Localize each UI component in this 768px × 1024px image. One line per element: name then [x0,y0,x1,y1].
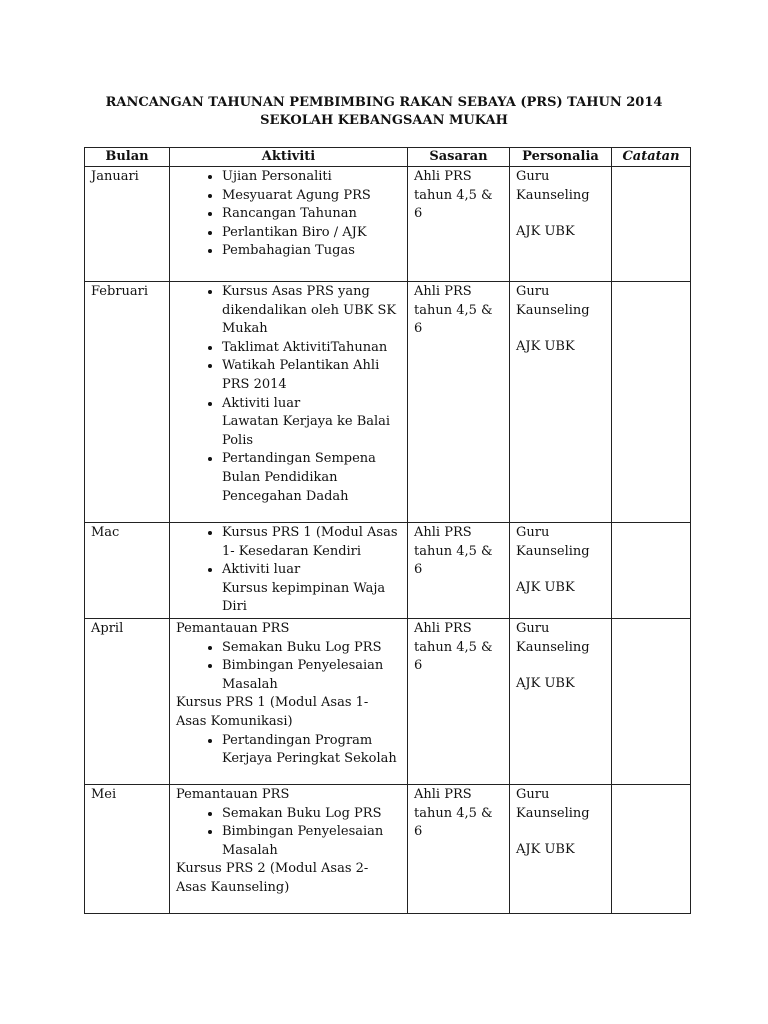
personalia-line: Guru [516,525,550,540]
aktiviti-list [176,732,401,769]
sasaran-line: tahun 4,5 & 6 [414,187,493,222]
spacer [516,320,605,338]
cell-personalia [510,282,612,523]
aktiviti-list [176,805,401,861]
header-aktiviti: Aktiviti [170,148,408,167]
cell-bulan: April [85,618,170,784]
aktiviti-paragraph: Kursus PRS 1 (Modul Asas 1- Asas Komunikasi) [176,695,369,729]
spacer [516,205,605,223]
table-row-mei [85,784,691,913]
list-item: • Pertandingan Program Kerjaya Peringkat Sekolah [222,732,401,769]
list-item: • Semakan Buku Log PRS [222,639,401,658]
header-sasaran: Sasaran [408,148,510,167]
aktiviti-list [176,283,401,506]
list-item: • Bimbingan Penyelesaian Masalah [222,657,401,694]
table-row-april [85,618,691,784]
spacer [516,823,605,841]
personalia-line: Kaunseling [516,639,590,655]
aktiviti-heading: Pemantauan PRS [176,620,290,636]
aktiviti-paragraph: Kursus PRS 2 (Modul Asas 2- Asas Kaunseling) [176,861,369,895]
table-row-mac [85,523,691,619]
cell-aktiviti [170,282,408,523]
cell-aktiviti [170,784,408,913]
title-line-2: SEKOLAH KEBANGSAAN MUKAH [260,113,508,128]
cell-catatan [612,523,691,619]
list-item-subtext: Lawatan Kerjaya ke Balai Polis [222,414,391,448]
personalia-line: AJK UBK [516,842,575,858]
cell-catatan [612,282,691,523]
aktiviti-list [176,639,401,695]
list-item: • Bimbingan Penyelesaian Masalah [222,823,401,860]
list-item: • Watikah Pelantikan Ahli PRS 2014 [222,357,401,394]
personalia-line: Kaunseling [516,187,590,203]
cell-personalia [510,784,612,913]
sasaran-line: tahun 4,5 & 6 [414,302,493,337]
annual-plan-table [84,147,691,914]
cell-sasaran [408,167,510,282]
sasaran-line: Ahli PRS [414,786,472,802]
cell-sasaran [408,784,510,913]
list-item: • Kursus PRS 1 (Modul Asas 1- Kesedaran Kendiri [222,524,401,561]
list-item: • Taklimat AktivitiTahunan [222,339,401,358]
personalia-line: Kaunseling [516,302,590,318]
list-item-text: • Aktiviti luar [222,395,301,411]
table-header-row [85,148,691,167]
header-catatan: Catatan [612,148,691,167]
list-item: • Ujian Personaliti [222,168,401,187]
document-title [0,94,768,130]
personalia-line: Kaunseling [516,543,590,559]
cell-personalia [510,618,612,784]
sasaran-line: Ahli PRS [414,284,472,299]
personalia-line: AJK UBK [516,676,575,692]
cell-aktiviti [170,618,408,784]
cell-personalia [510,167,612,282]
cell-aktiviti [170,167,408,282]
title-line-1: RANCANGAN TAHUNAN PEMBIMBING RAKAN SEBAYA (PRS) TAHUN 2014 [105,95,663,110]
sasaran-line: tahun 4,5 & 6 [414,639,493,674]
cell-personalia [510,523,612,619]
cell-aktiviti [170,523,408,619]
cell-bulan: Mei [85,784,170,913]
list-item: • Pertandingan Sempena Bulan Pendidikan Pencegahan Dadah [222,450,401,506]
list-item: • Pembahagian Tugas [222,242,401,261]
cell-bulan: Januari [85,167,170,282]
list-item-subtext: Kursus kepimpinan Waja Diri [222,580,386,615]
sasaran-line: Ahli PRS [414,169,472,184]
aktiviti-heading: Pemantauan PRS [176,786,290,802]
list-item [222,395,401,451]
header-bulan: Bulan [85,148,170,167]
cell-bulan: Februari [85,282,170,523]
sasaran-line: tahun 4,5 & 6 [414,805,493,840]
sasaran-line: tahun 4,5 & 6 [414,543,493,578]
sasaran-line: Ahli PRS [414,525,472,540]
list-item: • Perlantikan Biro / AJK [222,224,401,243]
table-row-februari [85,282,691,523]
personalia-line: AJK UBK [516,580,575,596]
cell-sasaran [408,523,510,619]
cell-catatan [612,784,691,913]
list-item: • Kursus Asas PRS yang dikendalikan oleh UBK SK Mukah [222,283,401,339]
aktiviti-list [176,524,401,617]
aktiviti-list [176,168,401,261]
sasaran-line: Ahli PRS [414,620,472,636]
cell-catatan [612,618,691,784]
personalia-line: AJK UBK [516,339,575,355]
personalia-line: Kaunseling [516,805,590,821]
list-item: • Semakan Buku Log PRS [222,805,401,824]
table-row-januari [85,167,691,282]
cell-sasaran [408,282,510,523]
personalia-line: Guru [516,786,550,802]
cell-catatan [612,167,691,282]
list-item [222,561,401,617]
cell-bulan: Mac [85,523,170,619]
personalia-line: AJK UBK [516,224,575,240]
header-personalia: Personalia [510,148,612,167]
list-item: • Mesyuarat Agung PRS [222,187,401,206]
spacer [516,561,605,579]
spacer [516,657,605,675]
list-item: • Rancangan Tahunan [222,205,401,224]
personalia-line: Guru [516,284,550,299]
personalia-line: Guru [516,620,550,636]
cell-sasaran [408,618,510,784]
list-item-text: • Aktiviti luar [222,562,301,578]
personalia-line: Guru [516,169,550,184]
